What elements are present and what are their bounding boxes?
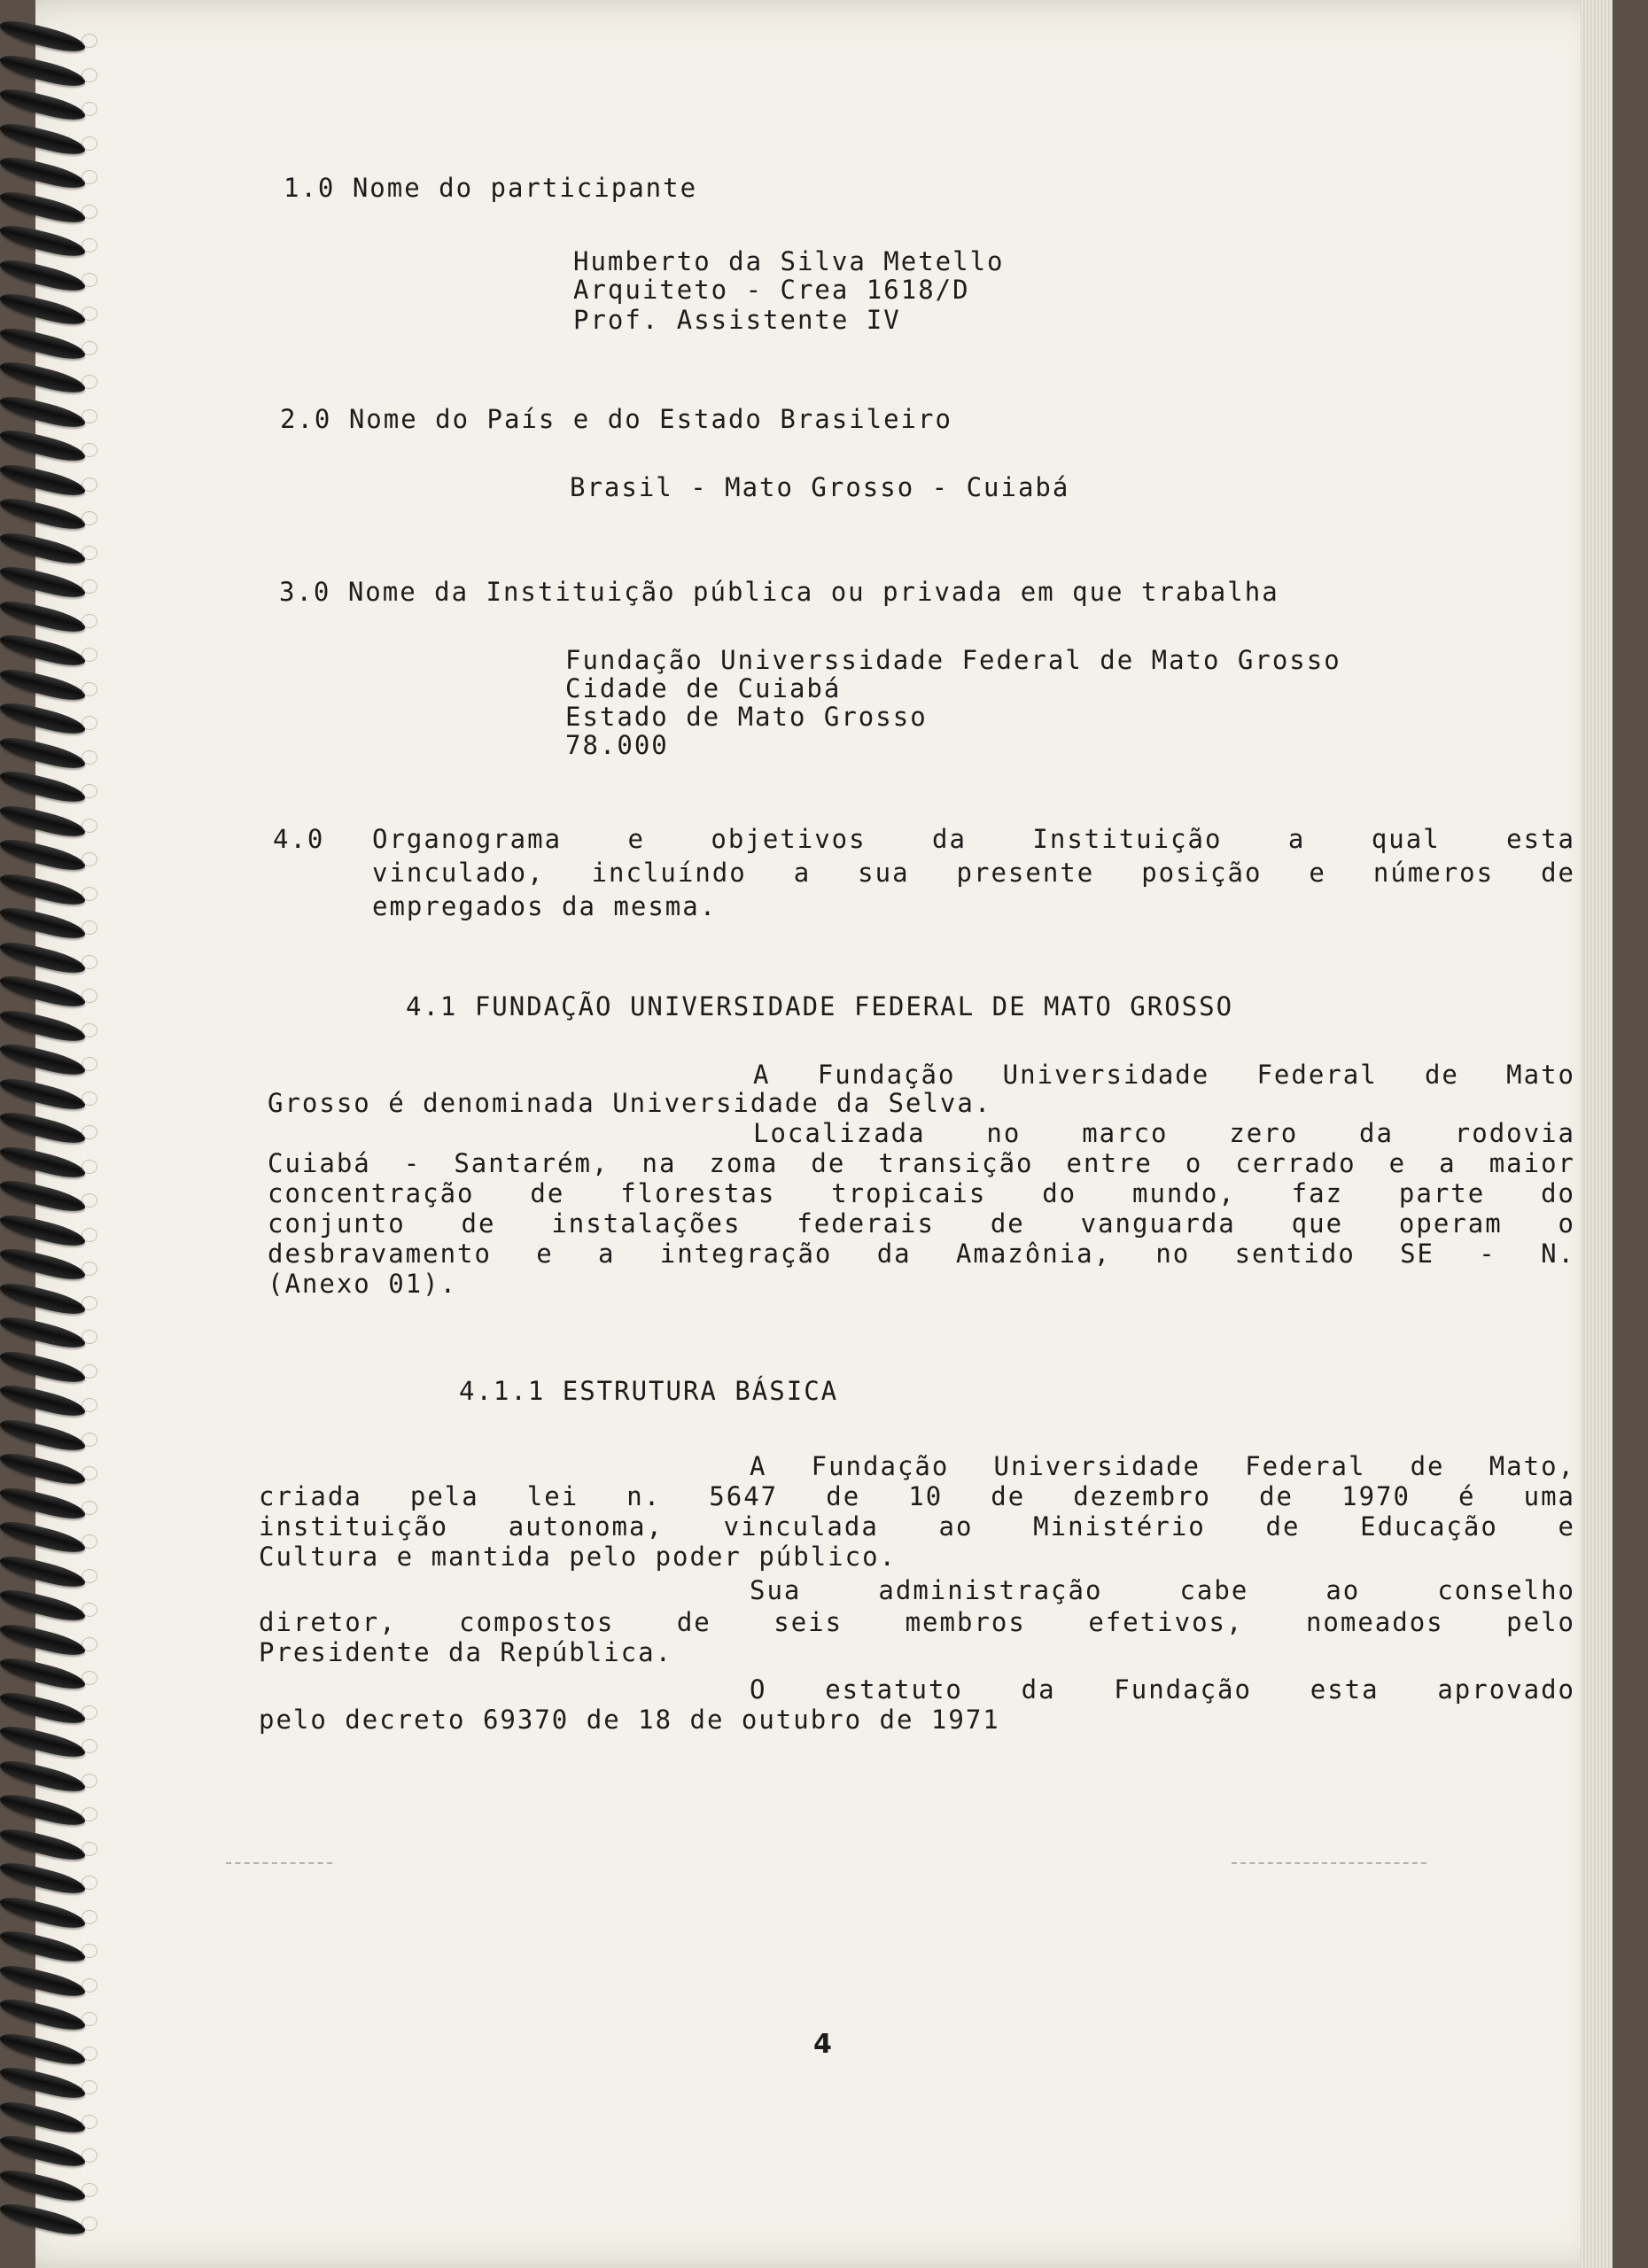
paragraph-line: criada pela lei n. 5647 de 10 de dezembro de 1970 é uma bbox=[259, 1481, 1575, 1511]
punch-hole bbox=[82, 307, 97, 321]
spiral-coil bbox=[0, 460, 85, 501]
punch-hole bbox=[82, 170, 97, 184]
paragraph-line: A Fundação Universidade Federal de Mato bbox=[753, 1060, 1575, 1090]
punch-hole bbox=[82, 1739, 97, 1753]
punch-hole bbox=[82, 34, 97, 48]
spiral-coil bbox=[0, 1892, 85, 1933]
paragraph-line: Presidente da República. bbox=[259, 1637, 673, 1667]
punch-hole bbox=[82, 2012, 97, 2026]
punch-hole bbox=[82, 2148, 97, 2163]
punch-hole bbox=[82, 478, 97, 492]
spiral-coil bbox=[0, 425, 85, 466]
punch-hole bbox=[82, 1091, 97, 1106]
punch-hole bbox=[82, 819, 97, 833]
punch-hole bbox=[82, 614, 97, 628]
punch-hole bbox=[82, 1774, 97, 1788]
spiral-coil bbox=[0, 1824, 85, 1865]
spiral-coil bbox=[0, 1006, 85, 1046]
institution-city: Cidade de Cuiabá bbox=[565, 673, 842, 703]
punch-hole bbox=[82, 1398, 97, 1412]
spiral-coil bbox=[0, 289, 85, 330]
section-4-line: vinculado, incluíndo a sua presente posição e números de bbox=[372, 858, 1575, 888]
spiral-coil bbox=[0, 2199, 85, 2240]
spiral-coil bbox=[0, 835, 85, 875]
spiral-coil bbox=[0, 1926, 85, 1967]
spiral-coil bbox=[0, 596, 85, 637]
institution-name: Fundação Universsidade Federal de Mato Grosso bbox=[565, 645, 1341, 675]
punch-hole bbox=[82, 1944, 97, 1958]
spiral-coil bbox=[0, 1278, 85, 1319]
section-4-number: 4.0 bbox=[273, 824, 325, 854]
participant-name: Humberto da Silva Metello bbox=[573, 246, 1005, 276]
spiral-coil bbox=[0, 187, 85, 228]
punch-hole bbox=[82, 1057, 97, 1071]
paragraph-line: Grosso é denominada Universidade da Selva. bbox=[268, 1088, 992, 1118]
spiral-coil bbox=[0, 733, 85, 773]
punch-hole bbox=[82, 409, 97, 423]
spiral-coil bbox=[0, 1551, 85, 1592]
punch-hole bbox=[82, 989, 97, 1003]
spiral-coil bbox=[0, 255, 85, 296]
punch-hole bbox=[82, 1603, 97, 1617]
punch-hole bbox=[82, 2080, 97, 2094]
punch-hole bbox=[82, 1228, 97, 1242]
faint-mark bbox=[1232, 1862, 1426, 1864]
punch-hole bbox=[82, 2217, 97, 2231]
spiral-coil bbox=[0, 2029, 85, 2070]
participant-profession: Arquiteto - Crea 1618/D bbox=[573, 275, 970, 305]
section-4-1-1-heading: 4.1.1 ESTRUTURA BÁSICA bbox=[459, 1376, 839, 1406]
spiral-coil bbox=[0, 1585, 85, 1626]
spiral-coil bbox=[0, 1107, 85, 1148]
punch-hole bbox=[82, 102, 97, 116]
punch-hole bbox=[82, 682, 97, 696]
punch-hole bbox=[82, 920, 97, 935]
spiral-coil bbox=[0, 1517, 85, 1557]
institution-postal-code: 78.000 bbox=[565, 730, 669, 760]
spiral-coil bbox=[0, 1142, 85, 1183]
paragraph-line: conjunto de instalações federais de vanguarda que operam o bbox=[268, 1208, 1575, 1239]
punch-hole bbox=[82, 1534, 97, 1549]
spiral-coil bbox=[0, 1244, 85, 1285]
punch-hole bbox=[82, 2047, 97, 2061]
spiral-coil bbox=[0, 1961, 85, 2001]
paragraph-line: concentração de florestas tropicais do mundo, faz parte do bbox=[268, 1178, 1575, 1208]
punch-hole bbox=[82, 716, 97, 730]
section-1-heading: 1.0 Nome do participante bbox=[284, 173, 698, 203]
spiral-coil bbox=[0, 801, 85, 842]
punch-hole bbox=[82, 1978, 97, 1992]
section-4-line: empregados da mesma. bbox=[372, 891, 718, 921]
punch-hole bbox=[82, 955, 97, 969]
punch-hole bbox=[82, 68, 97, 82]
punch-hole bbox=[82, 1296, 97, 1310]
punch-hole bbox=[82, 341, 97, 355]
spiral-coil bbox=[0, 937, 85, 978]
spiral-coil bbox=[0, 1039, 85, 1080]
punch-hole bbox=[82, 1569, 97, 1583]
section-3-heading: 3.0 Nome da Instituição pública ou privada em que trabalha bbox=[279, 577, 1279, 607]
spiral-coil bbox=[0, 528, 85, 569]
spiral-coil bbox=[0, 1312, 85, 1353]
document-page bbox=[35, 0, 1613, 2268]
spiral-coil bbox=[0, 2165, 85, 2206]
spiral-coil bbox=[0, 357, 85, 398]
punch-hole bbox=[82, 1466, 97, 1480]
punch-hole bbox=[82, 1876, 97, 1890]
spiral-coil bbox=[0, 630, 85, 671]
institution-state: Estado de Mato Grosso bbox=[565, 702, 928, 732]
punch-hole bbox=[82, 443, 97, 457]
page-content bbox=[35, 0, 1613, 2268]
punch-hole bbox=[82, 1433, 97, 1447]
spiral-coil bbox=[0, 1994, 85, 2035]
paragraph-line: O estatuto da Fundação esta aprovado bbox=[750, 1674, 1575, 1705]
punch-hole bbox=[82, 579, 97, 594]
spiral-coil bbox=[0, 1483, 85, 1524]
punch-hole bbox=[82, 852, 97, 866]
spiral-coil bbox=[0, 1210, 85, 1251]
spiral-coil bbox=[0, 903, 85, 944]
punch-hole bbox=[82, 136, 97, 151]
punch-hole bbox=[82, 511, 97, 525]
punch-hole bbox=[82, 1193, 97, 1208]
spiral-coil bbox=[0, 2062, 85, 2103]
spiral-coil bbox=[0, 1688, 85, 1728]
spiral-coil bbox=[0, 562, 85, 602]
spiral-coil bbox=[0, 1721, 85, 1762]
spiral-coil bbox=[0, 1347, 85, 1387]
spiral-coil bbox=[0, 2131, 85, 2171]
punch-hole bbox=[82, 784, 97, 798]
punch-hole bbox=[82, 887, 97, 901]
punch-hole bbox=[82, 2183, 97, 2197]
punch-hole bbox=[82, 1364, 97, 1379]
paragraph-line: Cuiabá - Santarém, na zoma de transição entre o cerrado e a maior bbox=[268, 1148, 1575, 1178]
spiral-coil bbox=[0, 323, 85, 364]
punch-hole bbox=[82, 1910, 97, 1924]
paragraph-line: desbravamento e a integração da Amazônia, no sentido SE - N. bbox=[268, 1239, 1575, 1269]
spiral-coil bbox=[0, 869, 85, 910]
punch-hole bbox=[82, 273, 97, 287]
paragraph-line: Cultura e mantida pelo poder público. bbox=[259, 1542, 898, 1572]
paragraph-line: A Fundação Universidade Federal de Mato, bbox=[750, 1451, 1575, 1481]
spiral-coil bbox=[0, 1380, 85, 1421]
punch-hole bbox=[82, 1125, 97, 1139]
punch-hole bbox=[82, 1330, 97, 1344]
spiral-coil bbox=[0, 221, 85, 261]
spiral-coil bbox=[0, 1858, 85, 1899]
punch-hole bbox=[82, 238, 97, 252]
spiral-coil bbox=[0, 766, 85, 807]
section-4-line: Organograma e objetivos da Instituição a qual esta bbox=[372, 824, 1575, 854]
punch-hole bbox=[82, 546, 97, 560]
punch-hole bbox=[82, 2115, 97, 2129]
spiral-coil bbox=[0, 1415, 85, 1456]
paragraph-line: (Anexo 01). bbox=[268, 1269, 458, 1299]
spiral-coil bbox=[0, 2097, 85, 2138]
punch-hole bbox=[82, 1501, 97, 1515]
punch-hole bbox=[82, 1671, 97, 1685]
spiral-coil bbox=[0, 971, 85, 1012]
paragraph-line: Localizada no marco zero da rodovia bbox=[753, 1118, 1575, 1148]
punch-hole bbox=[82, 750, 97, 765]
country-state-line: Brasil - Mato Grosso - Cuiabá bbox=[570, 472, 1070, 502]
paragraph-line: pelo decreto 69370 de 18 de outubro de 1971 bbox=[259, 1705, 1000, 1735]
spiral-coil bbox=[0, 1653, 85, 1694]
punch-hole bbox=[82, 1637, 97, 1651]
spiral-binding bbox=[0, 27, 97, 2241]
spiral-coil bbox=[0, 1756, 85, 1797]
spiral-coil bbox=[0, 1790, 85, 1830]
paragraph-line: instituição autonoma, vinculada ao Ministério de Educação e bbox=[259, 1511, 1575, 1542]
punch-hole bbox=[82, 375, 97, 389]
punch-hole bbox=[82, 1160, 97, 1174]
spiral-coil bbox=[0, 1449, 85, 1489]
page-number: 4 bbox=[813, 2029, 834, 2060]
spiral-coil bbox=[0, 50, 85, 91]
spiral-coil bbox=[0, 152, 85, 193]
punch-hole bbox=[82, 205, 97, 219]
punch-hole bbox=[82, 1023, 97, 1037]
spiral-coil bbox=[0, 84, 85, 125]
faint-mark bbox=[226, 1862, 332, 1864]
spiral-coil bbox=[0, 698, 85, 739]
spiral-coil bbox=[0, 1176, 85, 1216]
paragraph-line: Sua administração cabe ao conselho bbox=[750, 1575, 1575, 1605]
punch-hole bbox=[82, 648, 97, 662]
spiral-coil bbox=[0, 1619, 85, 1660]
participant-title: Prof. Assistente IV bbox=[573, 305, 901, 335]
spiral-coil bbox=[0, 119, 85, 159]
punch-hole bbox=[82, 1705, 97, 1720]
paragraph-line: diretor, compostos de seis membros efetivos, nomeados pelo bbox=[259, 1607, 1575, 1637]
punch-hole bbox=[82, 1842, 97, 1856]
section-4-1-heading: 4.1 FUNDAÇÃO UNIVERSIDADE FEDERAL DE MATO GROSSO bbox=[406, 991, 1234, 1021]
section-2-heading: 2.0 Nome do País e do Estado Brasileiro bbox=[280, 404, 952, 434]
punch-hole bbox=[82, 1807, 97, 1821]
spiral-coil bbox=[0, 664, 85, 705]
punch-hole bbox=[82, 1262, 97, 1276]
spiral-coil bbox=[0, 1074, 85, 1115]
spiral-coil bbox=[0, 493, 85, 534]
spiral-coil bbox=[0, 392, 85, 432]
